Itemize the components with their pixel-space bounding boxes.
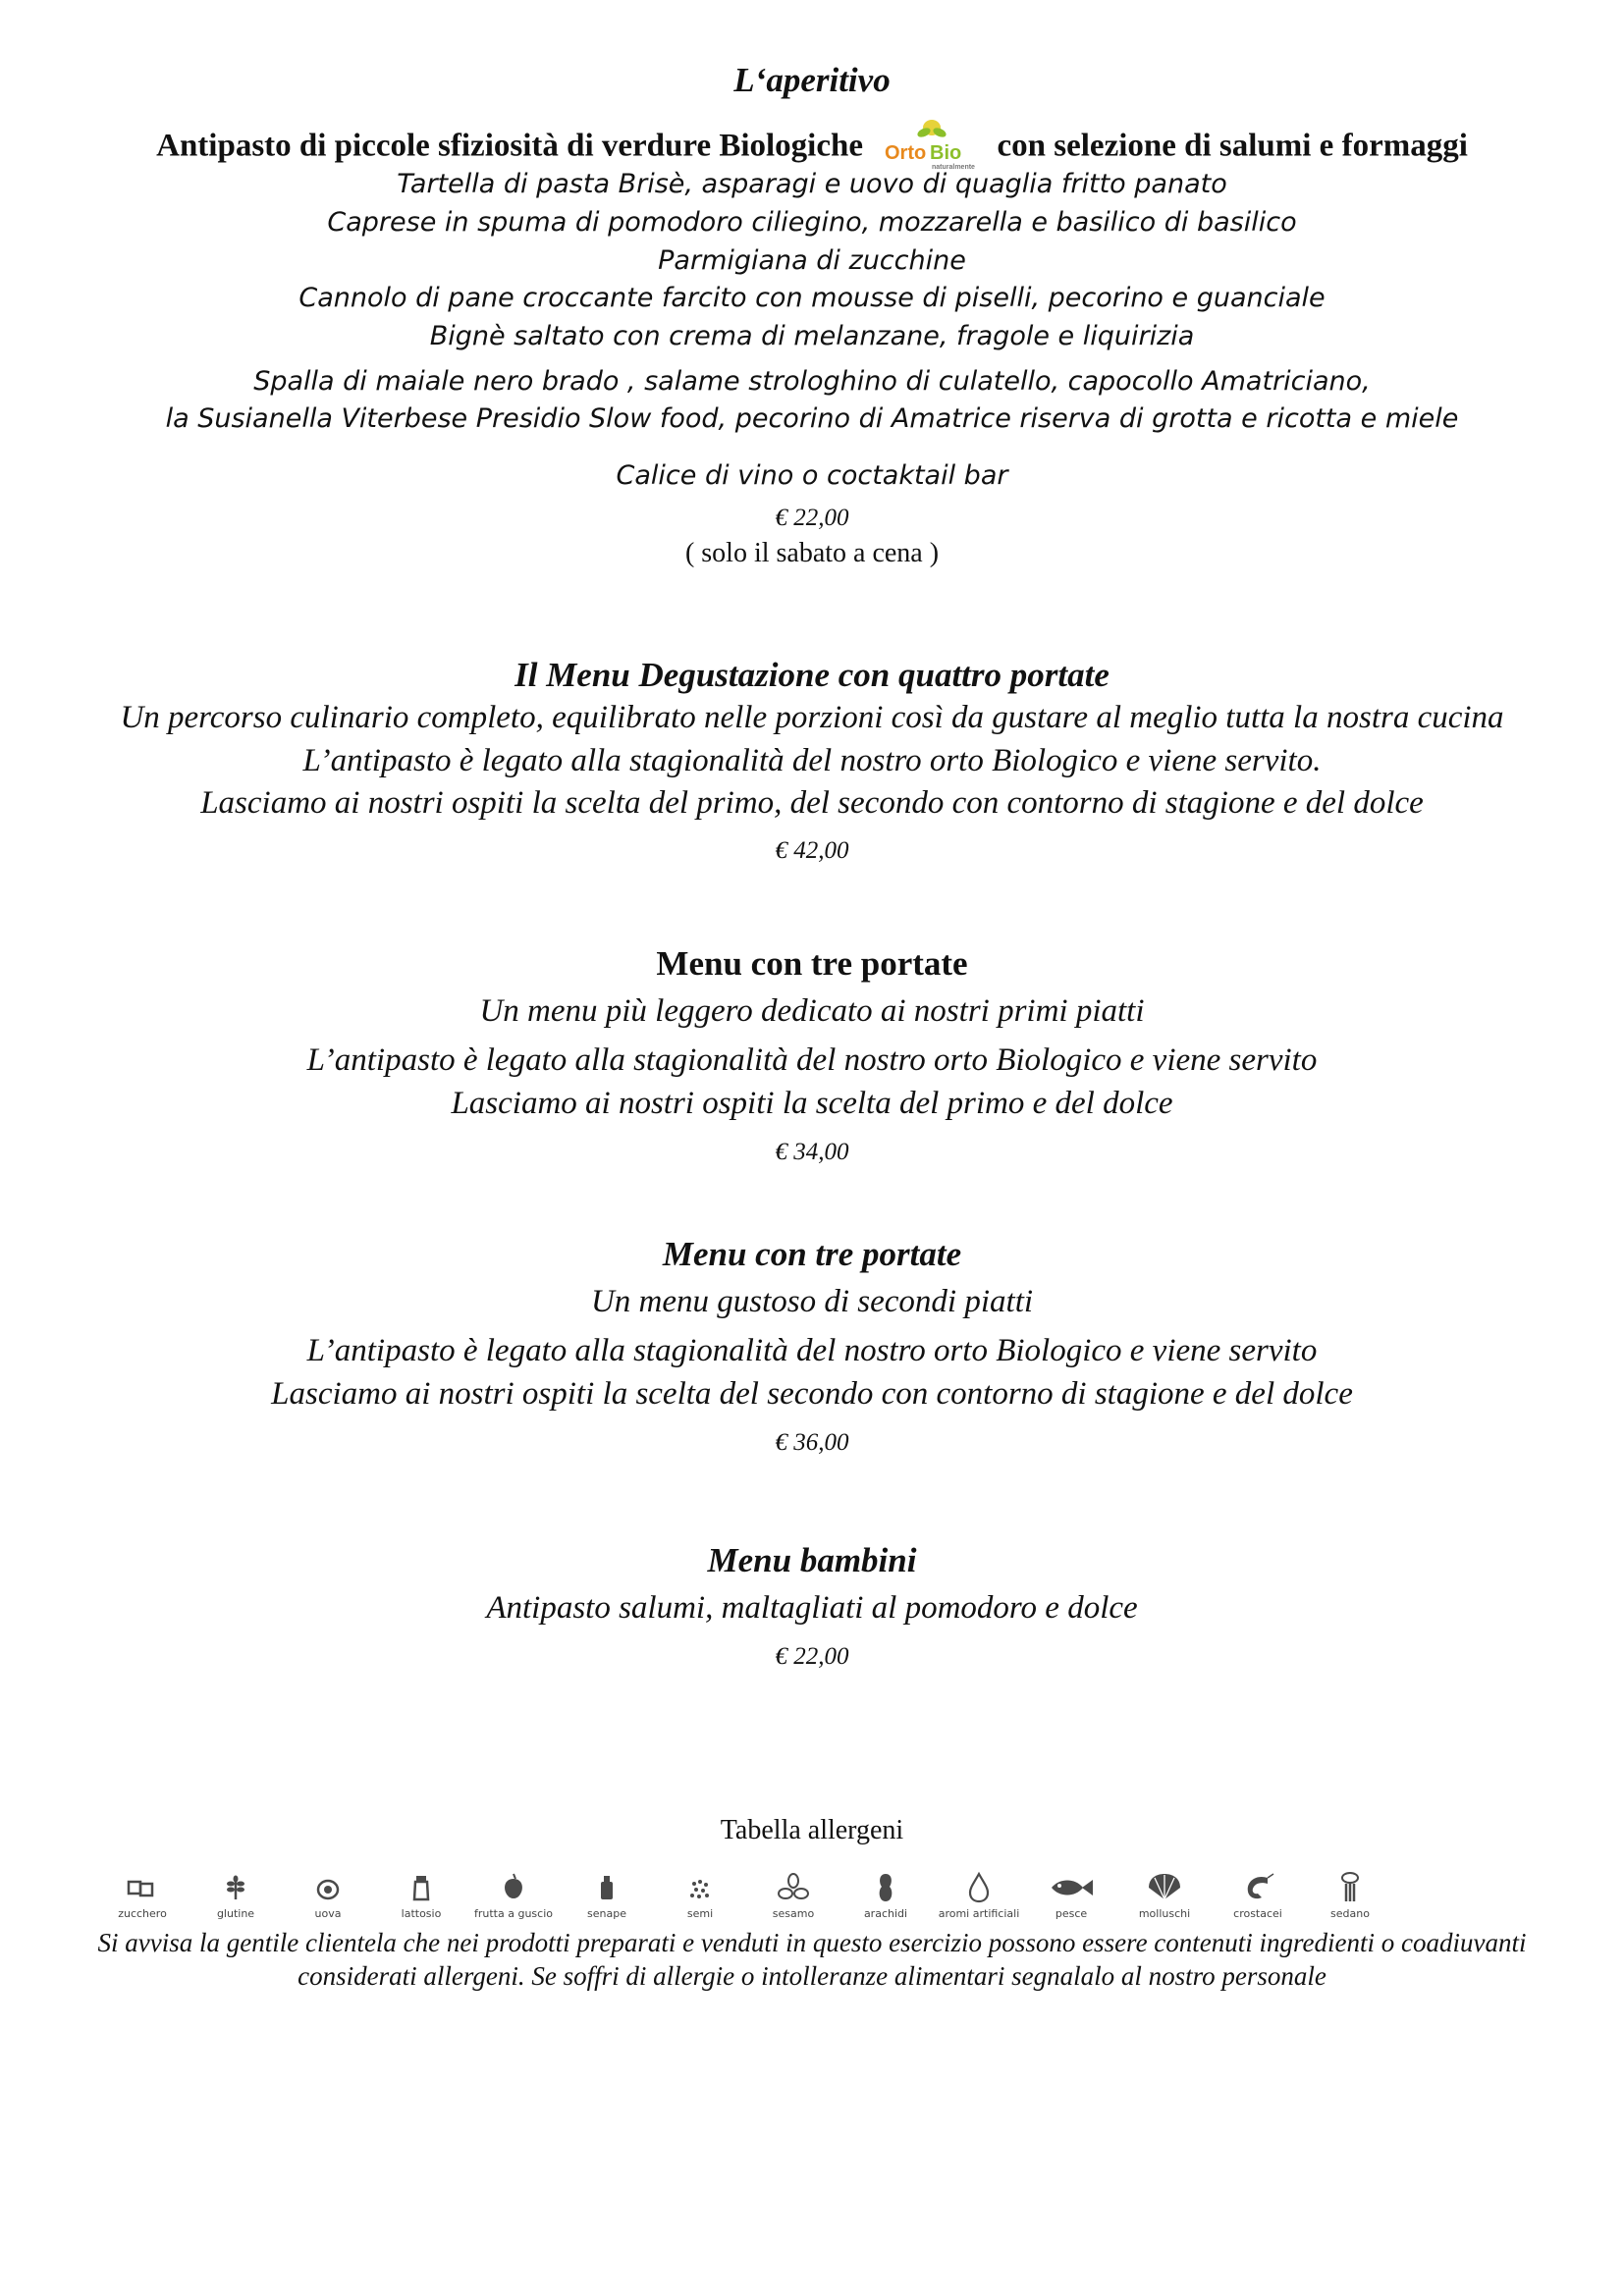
tre-portate-primi-title: Menu con tre portate [656,944,968,983]
aperitivo-item: Parmigiana di zucchine [658,245,966,276]
milk-bottle-icon [402,1870,441,1905]
allergen-item [1022,1870,1120,1927]
allergen-label: sedano [1330,1907,1370,1920]
allergen-label: pesce [1055,1907,1088,1920]
bambini-line: Antipasto salumi, maltagliati al pomodoro e dolce [486,1590,1138,1626]
celery-icon [1330,1870,1370,1905]
tre-portate-primi-price: € 34,00 [775,1139,849,1165]
aperitivo-drink: Calice di vino o coctaktail bar [616,460,1008,491]
tre-portate-secondi-line: Lasciamo ai nostri ospiti la scelta del secondo con contorno di stagione e del dolce [271,1376,1353,1412]
aperitivo-headline-right: con selezione di salumi e formaggi [997,128,1468,164]
degustazione-line: Lasciamo ai nostri ospiti la scelta del primo, del secondo con contorno di stagione e del dolce [200,785,1424,821]
logo-orto-text: Orto [885,142,927,164]
aperitivo-headline-left: Antipasto di piccole sfiziosità di verdure Biologiche [156,128,864,164]
allergen-item [187,1870,285,1927]
degustazione-line: L’antipasto è legato alla stagionalità del nostro orto Biologico e viene servito. [302,743,1322,778]
seeds-icon [680,1870,720,1905]
tre-portate-primi-line: Lasciamo ai nostri ospiti la scelta del primo e del dolce [451,1086,1173,1121]
allergen-item [372,1870,470,1927]
wheat-icon [216,1870,255,1905]
bambini-price: € 22,00 [775,1643,849,1670]
allergen-item [837,1870,935,1927]
allergen-label: arachidi [863,1907,908,1920]
sugar-icon [123,1870,162,1905]
bambini-title: Menu bambini [707,1541,917,1579]
tre-portate-secondi-price: € 36,00 [775,1429,849,1456]
shell-icon [1143,1870,1186,1905]
allergen-label: semi [686,1907,714,1920]
aperitivo-item: la Susianella Viterbese Presidio Slow food, pecorino di Amatrice riserva di grotta e ricotta e miele [165,403,1459,434]
allergen-label: frutta a guscio [474,1907,553,1920]
tre-portate-secondi-title: Menu con tre portate [662,1235,962,1273]
logo-sub-text: naturalmente [932,164,976,171]
aperitivo-item: Bignè saltato con crema di melanzane, fragole e liquirizia [429,321,1195,351]
peanut-icon [866,1870,905,1905]
allergen-item [1209,1870,1307,1927]
aperitivo-title: L‘aperitivo [733,61,891,99]
allergeni-title: Tabella allergeni [720,1815,904,1845]
tre-portate-secondi-line: L’antipasto è legato alla stagionalità del nostro orto Biologico e viene servito [306,1333,1318,1368]
allergen-label: molluschi [1138,1907,1191,1920]
allergen-item [558,1870,656,1927]
allergen-item [93,1870,191,1927]
ortobio-logo [881,118,979,173]
tre-portate-primi-line: L’antipasto è legato alla stagionalità del nostro orto Biologico e viene servito [306,1042,1318,1078]
allergen-label: crostacei [1233,1907,1282,1920]
allergen-label: sesamo [772,1907,815,1920]
shrimp-icon [1238,1870,1277,1905]
allergen-item [1301,1870,1399,1927]
degustazione-title: Il Menu Degustazione con quattro portate [514,656,1110,694]
aperitivo-item: Cannolo di pane croccante farcito con mousse di piselli, pecorino e guanciale [298,283,1326,313]
allergen-notice-line: considerati allergeni. Se soffri di allergie o intolleranze alimentari segnalalo al nostro personale [298,1961,1326,1991]
allergen-item [279,1870,377,1927]
egg-icon [308,1870,348,1905]
aperitivo-item: Spalla di maiale nero brado , salame strologhino di culatello, capocollo Amatriciano, [253,366,1371,397]
allergen-item [930,1870,1028,1927]
tre-portate-secondi-line: Un menu gustoso di secondi piatti [590,1284,1034,1319]
allergen-item [744,1870,842,1927]
sesame-icon [774,1870,813,1905]
aperitivo-item: Tartella di pasta Brisè, asparagi e uovo di quaglia fritto panato [397,169,1227,199]
degustazione-price: € 42,00 [775,837,849,864]
degustazione-line: Un percorso culinario completo, equilibrato nelle porzioni così da gustare al meglio tutta la nostra cucina [120,700,1504,735]
aperitivo-note: ( solo il sabato a cena ) [684,538,940,568]
allergen-label: uova [314,1907,342,1920]
nut-icon [494,1870,533,1905]
allergen-item [651,1870,749,1927]
allergen-label: aromi artificiali [938,1907,1020,1920]
allergen-label: lattosio [401,1907,442,1920]
tre-portate-primi-line: Un menu più leggero dedicato ai nostri primi piatti [479,993,1145,1029]
allergen-label: senape [587,1907,626,1920]
allergen-label: zucchero [118,1907,167,1920]
aperitivo-item: Caprese in spuma di pomodoro ciliegino, mozzarella e basilico di basilico [327,207,1297,238]
allergen-table [93,1870,1468,1927]
fish-icon [1046,1870,1097,1905]
allergen-item [1115,1870,1214,1927]
allergen-notice-line: Si avvisa la gentile clientela che nei prodotti preparati e venduti in questo esercizio possono essere contenuti ingredienti o coadiuvanti [97,1928,1527,1957]
mustard-icon [587,1870,626,1905]
drop-icon [959,1870,999,1905]
allergen-item [464,1870,563,1927]
logo-bio-text: Bio [930,142,962,164]
allergen-label: glutine [216,1907,255,1920]
aperitivo-price: € 22,00 [775,505,849,531]
